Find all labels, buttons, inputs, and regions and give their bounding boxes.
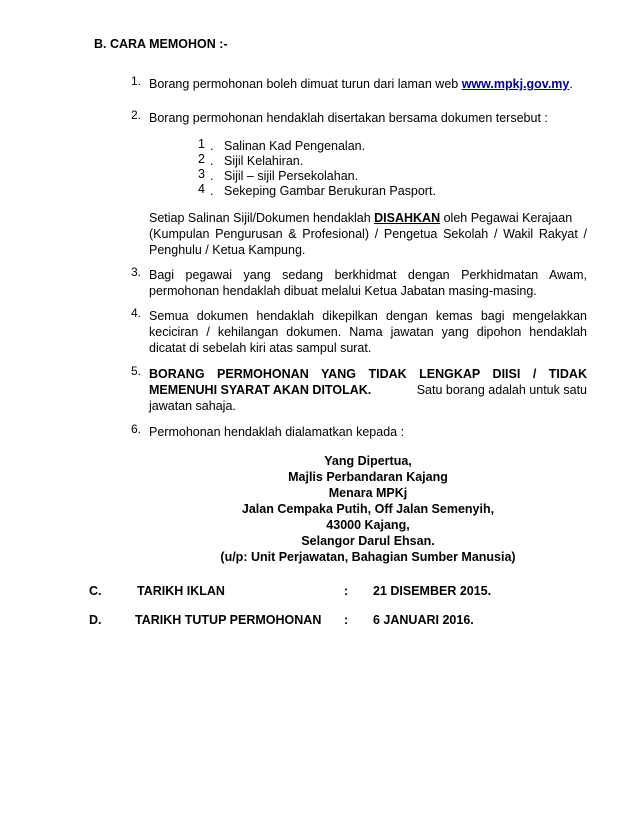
item-1-number: 1. bbox=[131, 74, 142, 88]
doc-3-dot: . bbox=[210, 169, 214, 183]
website-link[interactable]: www.mpkj.gov.my bbox=[461, 77, 570, 91]
certify-line-2: (Kumpulan Pengurusan & Profesional) / Pengetua Sekolah / Wakil Rakyat / bbox=[149, 227, 587, 241]
item-5-line-1: BORANG PERMOHONAN YANG TIDAK LENGKAP DIISI / TIDAK bbox=[149, 367, 587, 381]
item-3-line-2: permohonan hendaklah dibuat melalui Ketua Jabatan masing-masing. bbox=[149, 284, 537, 298]
doc-4-dot: . bbox=[210, 184, 214, 198]
doc-3-number: 3 bbox=[198, 167, 205, 181]
item-4-number: 4. bbox=[131, 306, 142, 320]
address-line-6: Selangor Darul Ehsan. bbox=[301, 534, 435, 548]
section-c-value: 21 DISEMBER 2015. bbox=[373, 584, 492, 598]
address-line-2: Majlis Perbandaran Kajang bbox=[288, 470, 448, 484]
section-d-label: TARIKH TUTUP PERMOHONAN bbox=[135, 613, 322, 627]
section-c-letter: C. bbox=[89, 584, 102, 598]
address-line-7: (u/p: Unit Perjawatan, Bahagian Sumber Manusia) bbox=[220, 550, 516, 564]
address-line-4: Jalan Cempaka Putih, Off Jalan Semenyih, bbox=[241, 502, 495, 516]
section-c-label: TARIKH IKLAN bbox=[137, 584, 225, 598]
doc-1-number: 1 bbox=[198, 137, 205, 151]
item-2-number: 2. bbox=[131, 108, 142, 122]
section-d-value: 6 JANUARI 2016. bbox=[373, 613, 474, 627]
item-1-text: Borang permohonan boleh dimuat turun dari laman web www.mpkj.gov.my. bbox=[149, 77, 573, 91]
section-d-letter: D. bbox=[89, 613, 102, 627]
doc-3-text: Sijil – sijil Persekolahan. bbox=[224, 169, 359, 183]
doc-2-number: 2 bbox=[198, 152, 205, 166]
doc-2-text: Sijil Kelahiran. bbox=[224, 154, 304, 168]
doc-4-number: 4 bbox=[198, 182, 205, 196]
item-3-number: 3. bbox=[131, 265, 142, 279]
item-6-number: 6. bbox=[131, 422, 142, 436]
address-line-1: Yang Dipertua, bbox=[324, 454, 412, 468]
doc-2-dot: . bbox=[210, 154, 214, 168]
address-line-5: 43000 Kajang, bbox=[326, 518, 410, 532]
section-b-heading: B. CARA MEMOHON :- bbox=[94, 37, 228, 51]
section-c-colon: : bbox=[344, 584, 349, 598]
item-4-line-2: keciciran / kehilangan dokumen. Nama jawatan yang dipohon hendaklah bbox=[149, 325, 587, 339]
item-3-line-1: Bagi pegawai yang sedang berkhidmat dengan Perkhidmatan Awam, bbox=[149, 268, 587, 282]
item-2-text: Borang permohonan hendaklah disertakan bersama dokumen tersebut : bbox=[149, 111, 548, 125]
doc-1-dot: . bbox=[210, 139, 214, 153]
doc-1-text: Salinan Kad Pengenalan. bbox=[224, 139, 366, 153]
certify-line-1: Setiap Salinan Sijil/Dokumen hendaklah DISAHKAN oleh Pegawai Kerajaan bbox=[149, 211, 573, 225]
item-4-line-1: Semua dokumen hendaklah dikepilkan dengan kemas bagi mengelakkan bbox=[149, 309, 587, 323]
address-line-3: Menara MPKj bbox=[328, 486, 408, 500]
doc-4-text: Sekeping Gambar Berukuran Pasport. bbox=[224, 184, 436, 198]
item-5-number: 5. bbox=[131, 364, 142, 378]
item-4-line-3: dicatat di sebelah kiri atas sampul surat. bbox=[149, 341, 372, 355]
item-5-line-3: jawatan sahaja. bbox=[149, 399, 236, 413]
item-5-line-2: MEMENUHI SYARAT AKAN DITOLAK. Satu borang adalah untuk satu bbox=[149, 383, 587, 397]
section-d-colon: : bbox=[344, 613, 349, 627]
item-6-text: Permohonan hendaklah dialamatkan kepada : bbox=[149, 425, 405, 439]
certify-line-3: Penghulu / Ketua Kampung. bbox=[149, 243, 306, 257]
disahkan-emphasis: DISAHKAN bbox=[374, 211, 441, 225]
